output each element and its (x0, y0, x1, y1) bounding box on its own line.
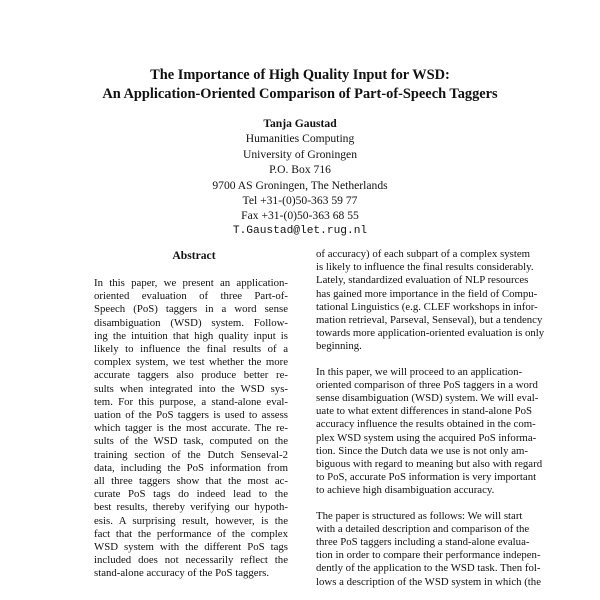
text-line: beginning. (316, 340, 362, 353)
text-line: sults of the WSD task, computed on the (94, 435, 288, 448)
text-line: uation of the PoS taggers is used to assess (94, 409, 288, 422)
text-line: curate PoS tags do indeed lead to the (94, 488, 288, 501)
text-line: plex WSD system using the acquired PoS informa- (316, 431, 537, 444)
affiliation-line: Tel +31-(0)50-363 59 77 (242, 194, 358, 208)
text-line: tational Linguistics (e.g. CLEF workshops in infor- (316, 300, 538, 313)
text-line: oriented comparison of three PoS taggers in a word (316, 378, 538, 391)
text-line: tion in order to compare their performance indepen- (316, 549, 541, 562)
text-line: tion. Since the Dutch data we use is not only am- (316, 444, 528, 457)
text-line: sense disambiguation (WSD) system. We will eval- (316, 392, 539, 405)
text-line: included does not necessarily reflect the (94, 554, 288, 567)
text-line: best results, thereby verifying our hypoth- (94, 501, 288, 514)
text-line: Speech (PoS) taggers in a word sense (94, 303, 288, 316)
text-line: stand-alone accuracy of the PoS taggers. (94, 567, 270, 580)
abstract-heading: Abstract (172, 249, 216, 262)
text-line: disambiguation (WSD) system. Follow- (94, 316, 288, 329)
affiliation-line: 9700 AS Groningen, The Netherlands (212, 178, 388, 192)
text-line: uate to what extent differences in stand-alone PoS (316, 405, 532, 418)
text-line: with a detailed description and comparison of the (316, 522, 530, 535)
text-line: to achieve high disambiguation accuracy. (316, 484, 495, 497)
text-line: all three taggers show that the most ac- (94, 475, 288, 488)
text-line: sults when integrated into the WSD sys- (94, 382, 288, 395)
text-line: accurate taggers also produce better re- (94, 369, 288, 382)
affiliation-line: P.O. Box 716 (269, 163, 331, 177)
text-line: fact that the performance of the complex (94, 527, 288, 540)
text-line: biguous with regard to meaning but also with regard (316, 458, 543, 471)
author-name: Tanja Gaustad (263, 117, 337, 130)
affiliation-line: Humanities Computing (245, 132, 355, 146)
text-line: The paper is structured as follows: We will start (316, 509, 523, 522)
body-paragraph-2 (316, 365, 543, 498)
text-line: complex system, we test whether the more (94, 356, 288, 369)
abstract-body (94, 277, 288, 581)
text-line: oriented evaluation of three Part-of- (94, 290, 288, 303)
author-email[interactable]: T.Gaustad@let.rug.nl (232, 224, 368, 237)
body-paragraph-1 (316, 248, 545, 354)
text-line: data, including the PoS information from (94, 461, 288, 474)
text-line: is likely to influence the final results considerably. (316, 261, 534, 274)
text-line: In this paper, we will proceed to an application- (316, 365, 523, 378)
paper-title (0, 66, 600, 104)
body-paragraph-3 (316, 509, 542, 589)
text-line: of accuracy) of each subpart of a complex system (316, 248, 531, 260)
text-line: three PoS taggers including a stand-alone evalua- (316, 536, 530, 549)
title-line-2: An Application-Oriented Comparison of Part-of-Speech Taggers (102, 86, 498, 102)
text-line: towards more application-oriented evaluation is only (316, 327, 545, 340)
text-line: which tagger is the most accurate. The re- (94, 422, 288, 435)
abstract-paragraph (94, 277, 288, 581)
text-line: likely to influence the final results of a (94, 343, 288, 356)
text-line: tem. For this purpose, a stand-alone eval- (94, 395, 288, 408)
text-line: training section of the Dutch Senseval-2 (94, 448, 288, 461)
text-line: Lately, standardized evaluation of NLP resources (316, 274, 529, 287)
author-block (0, 116, 600, 239)
title-line-1: The Importance of High Quality Input for WSD: (150, 67, 450, 83)
text-line: ing the intuition that high quality input is (94, 329, 288, 342)
text-line: accuracy influence the results obtained in the com- (316, 418, 536, 431)
affiliation-line: University of Groningen (243, 147, 357, 161)
text-line: mation retrieval, Parseval, Senseval), but a tendency (316, 314, 543, 327)
text-line: WSD system with the different PoS tags (94, 541, 288, 554)
text-line: dently of the application to the WSD task. Then fol- (316, 562, 541, 575)
text-line: has gained more importance in the field of Compu- (316, 287, 538, 300)
text-line: to PoS, accurate PoS information is very important (316, 471, 537, 484)
text-line: In this paper, we present an application- (94, 277, 288, 289)
introduction-body (316, 248, 545, 589)
text-line: esis. A surprising result, however, is the (94, 514, 288, 527)
text-line: lows a description of the WSD system in which (the (316, 575, 542, 588)
affiliation-line: Fax +31-(0)50-363 68 55 (241, 209, 359, 223)
